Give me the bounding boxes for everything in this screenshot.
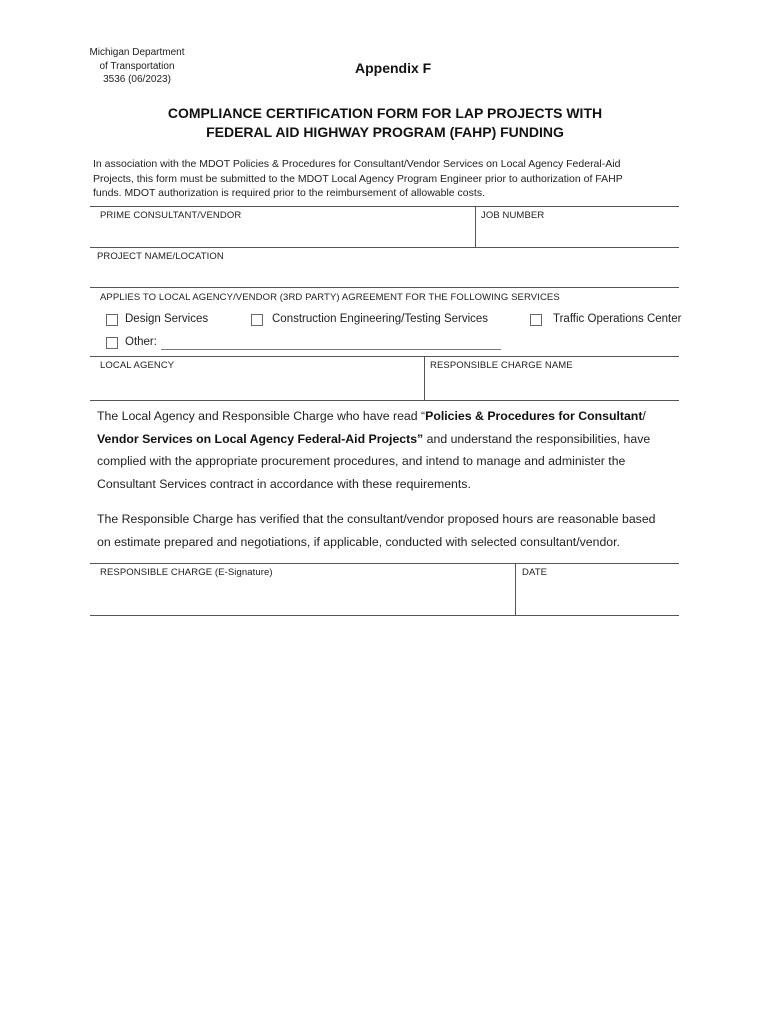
certification-paragraph-2 <box>97 508 682 553</box>
divider <box>424 356 425 400</box>
form-title <box>90 104 680 142</box>
intro-line2: Projects, this form must be submitted to the MDOT Local Agency Program Engineer prior to authorization of FAHP <box>93 172 623 185</box>
local-agency-label: LOCAL AGENCY <box>100 360 175 371</box>
verification-text-line2: on estimate prepared and negotiations, if applicable, conducted with selected consultant/vendor. <box>97 534 620 549</box>
divider <box>515 563 516 615</box>
agency-header <box>80 46 194 87</box>
cert-text-line3: complied with the appropriate procurement procedures, and intend to manage and administer the <box>97 454 626 468</box>
certification-paragraph-1 <box>97 405 682 495</box>
divider <box>90 287 679 288</box>
policy-title-part2: Vendor Services on Local Agency Federal-Aid Projects” <box>97 431 424 446</box>
form-title-line2: FEDERAL AID HIGHWAY PROGRAM (FAHP) FUNDING <box>206 124 564 140</box>
other-services-input[interactable] <box>161 349 501 350</box>
agency-name-line2: of Transportation <box>99 60 175 72</box>
other-services-label: Other: <box>125 336 157 348</box>
date-field[interactable] <box>518 579 678 613</box>
project-name-label: PROJECT NAME/LOCATION <box>97 251 224 262</box>
traffic-operations-label: Traffic Operations Center <box>553 313 682 325</box>
divider <box>90 400 679 401</box>
divider <box>90 615 679 616</box>
e-signature-field[interactable] <box>92 579 512 613</box>
cert-text: and understand the responsibilities, have <box>423 431 651 446</box>
services-heading: APPLIES TO LOCAL AGENCY/VENDOR (3RD PARTY) AGREEMENT FOR THE FOLLOWING SERVICES <box>100 292 560 303</box>
e-signature-label: RESPONSIBLE CHARGE (E-Signature) <box>100 567 273 578</box>
cert-text-line4: Consultant Services contract in accordance with these requirements. <box>97 476 471 491</box>
job-number-label: JOB NUMBER <box>481 210 545 221</box>
form-title-line1: COMPLIANCE CERTIFICATION FORM FOR LAP PROJECTS WITH <box>167 105 603 121</box>
policy-title-part1: Policies & Procedures for Consultant <box>425 409 643 423</box>
prime-consultant-field[interactable] <box>92 222 472 246</box>
divider <box>90 356 679 357</box>
cert-text: The Local Agency and Responsible Charge who have read “ <box>97 409 426 423</box>
appendix-label: Appendix F <box>355 60 432 76</box>
cert-text: / <box>642 409 646 423</box>
job-number-field[interactable] <box>478 222 678 246</box>
design-services-checkbox[interactable] <box>106 314 118 326</box>
responsible-charge-name-field[interactable] <box>427 372 678 399</box>
construction-engineering-label: Construction Engineering/Testing Services <box>272 313 489 325</box>
agency-name-line1: Michigan Department <box>89 47 185 58</box>
project-name-field[interactable] <box>92 263 678 286</box>
other-services-checkbox[interactable] <box>106 337 118 349</box>
construction-engineering-checkbox[interactable] <box>251 314 263 326</box>
intro-line3: funds. MDOT authorization is required prior to the reimbursement of allowable costs. <box>93 187 485 199</box>
intro-line1: In association with the MDOT Policies & Procedures for Consultant/Vendor Services on Local Agency Federal-Aid <box>93 158 621 170</box>
design-services-label: Design Services <box>125 313 209 325</box>
date-label: DATE <box>522 567 548 578</box>
divider <box>90 206 679 207</box>
responsible-charge-name-label: RESPONSIBLE CHARGE NAME <box>430 360 573 371</box>
prime-consultant-label: PRIME CONSULTANT/VENDOR <box>100 210 242 221</box>
divider <box>475 206 476 247</box>
verification-text-line1: The Responsible Charge has verified that the consultant/vendor proposed hours are reasonable based <box>97 512 656 526</box>
form-number: 3536 (06/2023) <box>103 74 171 85</box>
local-agency-field[interactable] <box>92 372 422 399</box>
divider <box>90 563 679 564</box>
traffic-operations-checkbox[interactable] <box>530 314 542 326</box>
intro-paragraph <box>93 157 683 201</box>
divider <box>90 247 679 248</box>
